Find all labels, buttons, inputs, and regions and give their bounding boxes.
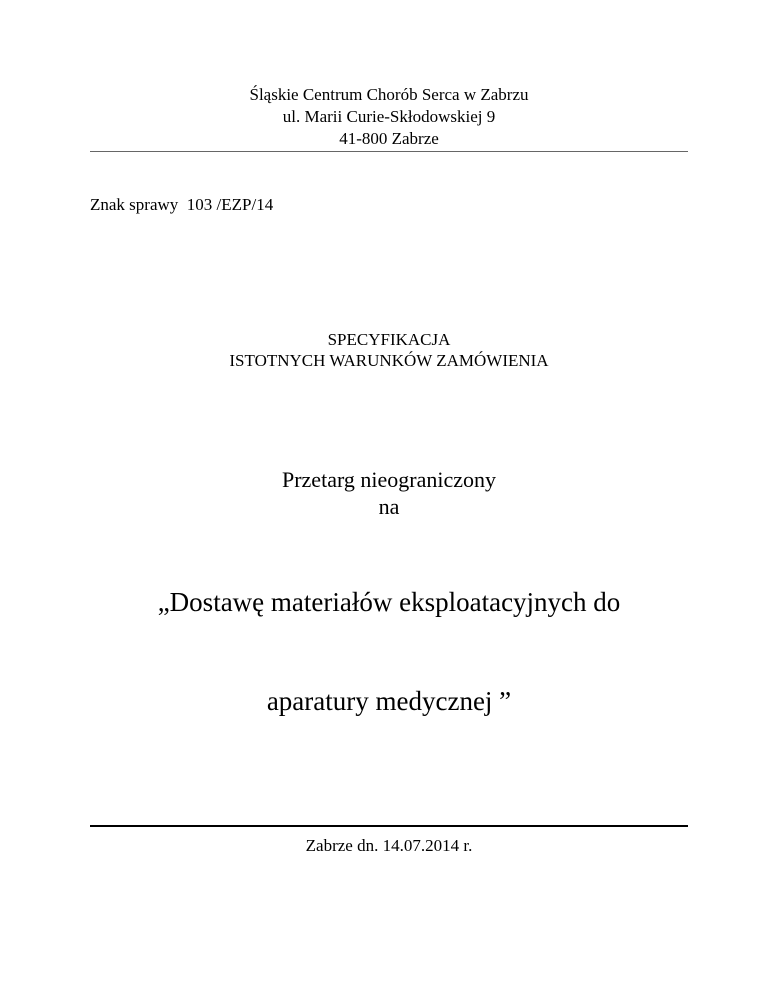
institution-header bbox=[90, 84, 688, 150]
subject-line-2: aparatury medycznej ” bbox=[266, 686, 512, 716]
place-and-date: Zabrze dn. 14.07.2014 r. bbox=[305, 836, 473, 855]
tender-type bbox=[90, 466, 688, 520]
case-number: Znak sprawy 103 /EZP/14 bbox=[90, 195, 274, 214]
specification-line-1: SPECYFIKACJA bbox=[327, 330, 451, 349]
tender-line-1: Przetarg nieograniczony bbox=[281, 467, 496, 492]
tender-subject bbox=[90, 520, 688, 784]
tender-line-2: na bbox=[378, 494, 400, 519]
header-divider bbox=[90, 151, 688, 152]
institution-street: ul. Marii Curie-Skłodowskiej 9 bbox=[282, 107, 496, 126]
institution-city: 41-800 Zabrze bbox=[339, 129, 439, 148]
institution-name: Śląskie Centrum Chorób Serca w Zabrzu bbox=[249, 85, 529, 104]
subject-line-1: „Dostawę materiałów eksploatacyjnych do bbox=[157, 587, 621, 617]
specification-title bbox=[90, 329, 688, 371]
specification-line-2: ISTOTNYCH WARUNKÓW ZAMÓWIENIA bbox=[229, 351, 549, 370]
footer-divider bbox=[90, 825, 688, 827]
